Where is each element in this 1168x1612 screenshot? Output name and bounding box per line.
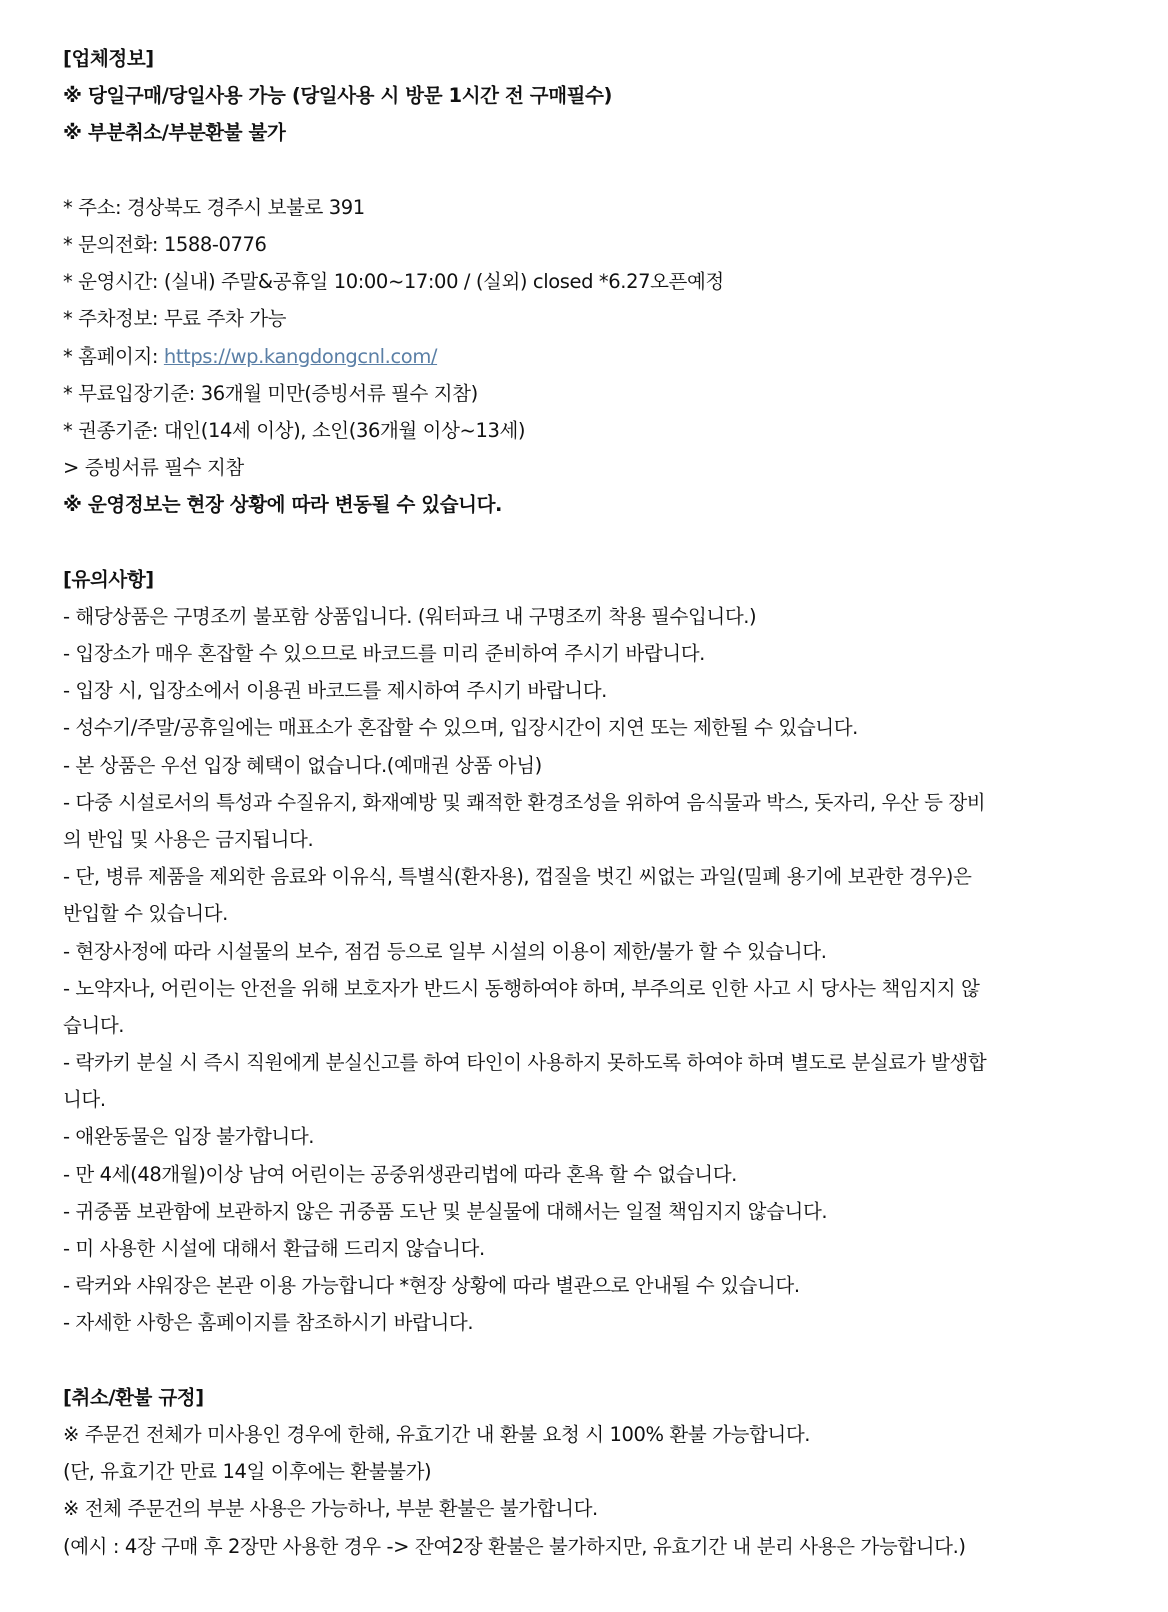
notices-heading: [유의사항] bbox=[63, 567, 154, 591]
notice-line: - 귀중품 보관함에 보관하지 않은 귀중품 도난 및 분실물에 대해서는 일절 책임지지 않습니다. bbox=[63, 1199, 828, 1223]
refund-line: (예시 : 4장 구매 후 2장만 사용한 경우 -> 잔여2장 환불은 불가하지만, 유효기간 내 분리 사용은 가능합니다.) bbox=[63, 1534, 966, 1558]
notice-line: - 미 사용한 시설에 대해서 환급해 드리지 않습니다. bbox=[63, 1237, 485, 1260]
same-day-purchase-note: ※ 당일구매/당일사용 가능 (당일사용 시 방문 1시간 전 구매필수) bbox=[63, 84, 613, 108]
spacer bbox=[63, 152, 1128, 189]
parking-line: * 주차정보: 무료 주차 가능 bbox=[63, 307, 287, 331]
notice-line: 의 반입 및 사용은 금지됩니다. bbox=[63, 827, 314, 851]
notice-line: - 입장소가 매우 혼잡할 수 있으므로 바코드를 미리 준비하여 주시기 바랍니다. bbox=[63, 642, 705, 665]
notice-line: - 현장사정에 따라 시설물의 보수, 점검 등으로 일부 시설의 이용이 제한/불가 할 수 있습니다. bbox=[63, 939, 827, 963]
notice-line: - 해당상품은 구명조끼 불포함 상품입니다. (워터파크 내 구명조끼 착용 필수입니다.) bbox=[63, 604, 757, 628]
notices-section bbox=[63, 561, 1128, 1379]
address-line: * 주소: 경상북도 경주시 보불로 391 bbox=[63, 195, 365, 219]
notice-line: - 락카키 분실 시 즉시 직원에게 분실신고를 하여 타인이 사용하지 못하도록 하여야 하며 별도로 분실료가 발생합 bbox=[63, 1051, 987, 1075]
spacer bbox=[63, 523, 1128, 560]
refund-heading: [취소/환불 규정] bbox=[63, 1385, 204, 1409]
partial-cancel-note: ※ 부분취소/부분환불 불가 bbox=[63, 121, 286, 145]
notice-line: - 만 4세(48개월)이상 남여 어린이는 공중위생관리법에 따라 혼욕 할 수 없습니다. bbox=[63, 1162, 737, 1186]
company-info-heading: [업체정보] bbox=[63, 47, 154, 70]
refund-line: ※ 전체 주문건의 부분 사용은 가능하나, 부분 환불은 불가합니다. bbox=[63, 1497, 598, 1521]
hours-line: * 운영시간: (실내) 주말&공휴일 10:00~17:00 / (실외) closed *6.27오픈예정 bbox=[63, 270, 724, 294]
homepage-link[interactable]: https://wp.kangdongcnl.com/ bbox=[163, 344, 438, 368]
notice-line: - 입장 시, 입장소에서 이용권 바코드를 제시하여 주시기 바랍니다. bbox=[63, 679, 607, 703]
ticket-types-line: * 권종기준: 대인(14세 이상), 소인(36개월 이상~13세) bbox=[63, 418, 526, 442]
notice-line: - 본 상품은 우선 입장 혜택이 없습니다.(예매권 상품 아님) bbox=[63, 753, 542, 777]
free-entry-line: * 무료입장기준: 36개월 미만(증빙서류 필수 지참) bbox=[63, 381, 478, 405]
notice-line: 습니다. bbox=[63, 1013, 125, 1037]
homepage-line bbox=[63, 338, 1128, 375]
notice-line: - 락커와 샤워장은 본관 이용 가능합니다 *현장 상황에 따라 별관으로 안내될 수 있습니다. bbox=[63, 1274, 800, 1298]
company-info-section bbox=[63, 40, 1128, 561]
refund-line: (단, 유효기간 만료 14일 이후에는 환불불가) bbox=[63, 1460, 432, 1484]
notice-line: - 성수기/주말/공휴일에는 매표소가 혼잡할 수 있으며, 입장시간이 지연 또는 제한될 수 있습니다. bbox=[63, 716, 858, 740]
refund-line: ※ 주문건 전체가 미사용인 경우에 한해, 유효기간 내 환불 요청 시 100% 환불 가능합니다. bbox=[63, 1422, 811, 1446]
notice-line: - 단, 병류 제품을 제외한 음료와 이유식, 특별식(환자용), 껍질을 벗긴 씨없는 과일(밀폐 용기에 보관한 경우)은 bbox=[63, 865, 972, 889]
notice-line: - 애완동물은 입장 불가합니다. bbox=[63, 1125, 315, 1149]
operation-change-note: ※ 운영정보는 현장 상황에 따라 변동될 수 있습니다. bbox=[63, 493, 503, 517]
homepage-label: * 홈페이지: bbox=[63, 344, 164, 368]
phone-line: * 문의전화: 1588-0776 bbox=[63, 232, 267, 256]
notice-line: - 자세한 사항은 홈페이지를 참조하시기 바랍니다. bbox=[63, 1311, 474, 1335]
documents-line: > 증빙서류 필수 지참 bbox=[63, 456, 244, 480]
notice-line: - 다중 시설로서의 특성과 수질유지, 화재예방 및 쾌적한 환경조성을 위하여 음식물과 박스, 돗자리, 우산 등 장비 bbox=[63, 790, 986, 814]
refund-section bbox=[63, 1379, 1128, 1565]
notice-line: - 노약자나, 어린이는 안전을 위해 보호자가 반드시 동행하여야 하며, 부주의로 인한 사고 시 당사는 책임지지 않 bbox=[63, 976, 980, 1000]
spacer bbox=[63, 1342, 1128, 1379]
notice-line: 니다. bbox=[63, 1088, 106, 1112]
notice-line: 반입할 수 있습니다. bbox=[63, 902, 228, 926]
